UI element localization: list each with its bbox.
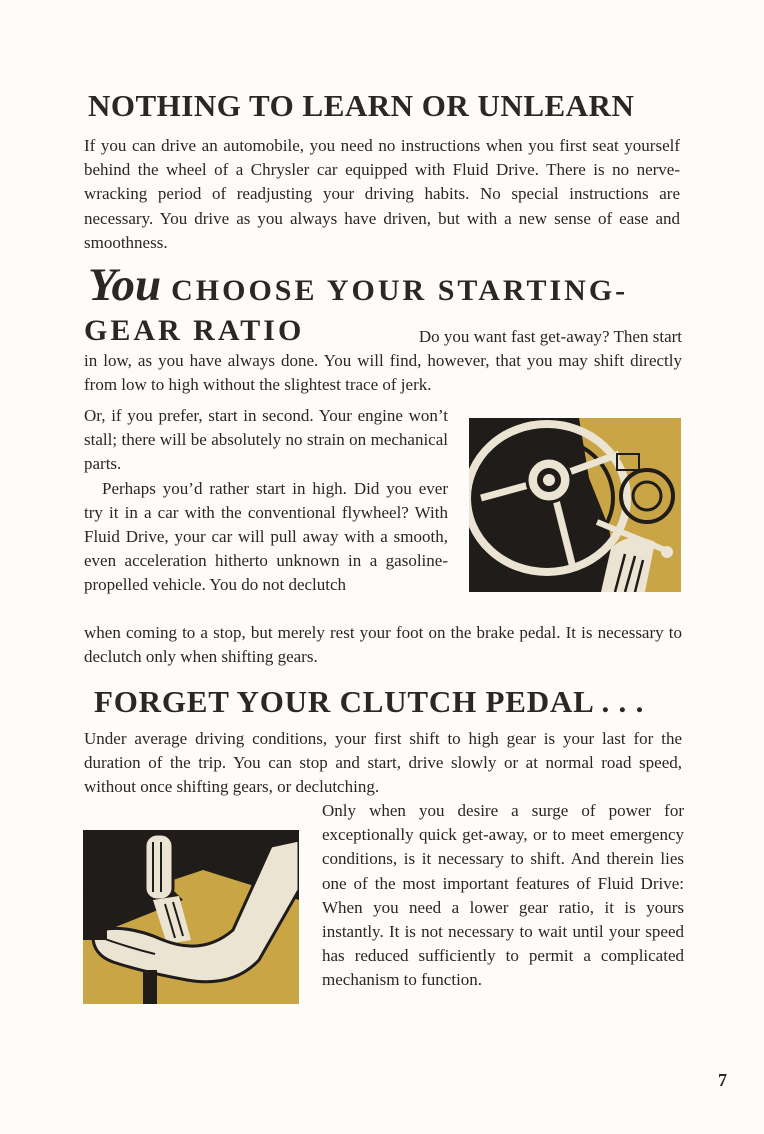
heading-choose-ratio-line2: GEAR RATIO xyxy=(84,314,305,347)
steering-wheel-illustration xyxy=(469,418,681,592)
paragraph-high-gear: Perhaps you’d rather start in high. Did you ever try it in a car with the conventional flywheel? With Fluid Drive, your car will pull away with a smooth, even acceleration hitherto unknown in a gasoline-propelled vehicle. You do not declutch xyxy=(84,478,448,595)
paragraph-ratio-lead: Do you want fast get-away? Then start xyxy=(418,327,682,346)
heading-you-word: You xyxy=(88,259,162,311)
heading-choose-text: CHOOSE YOUR STARTING- xyxy=(171,274,629,307)
paragraph-surge-of-power: Only when you desire a surge of power for exceptionally quick get-away, or to meet emergency conditions, is it necessary to shift. And therein lies one of the most important features of Fluid Drive: When you need a lower gear ratio, it is yours instantly. It is not necessary to wait until your speed has reduced sufficiently to permit a complicated mechanism to function. xyxy=(322,801,684,990)
heading-choose-ratio-line1 xyxy=(88,258,628,312)
foot-on-pedal-illustration xyxy=(83,830,299,1004)
paragraph-first-shift: Under average driving conditions, your first shift to high gear is your last for the duration of the trip. You can stop and start, drive slowly or at normal road speed, without once shifting gears, or declutching. xyxy=(84,729,682,797)
foot-pedal-graphic xyxy=(83,830,299,1004)
steering-wheel-graphic xyxy=(469,418,681,592)
paragraph-second-gear: Or, if you prefer, start in second. Your engine won’t stall; there will be absolutely no strain on mechanical parts. xyxy=(84,406,448,474)
page-number: 7 xyxy=(718,1070,727,1090)
paragraph-ratio-body: in low, as you have always done. You will find, however, that you may shift directly from low to high without the slightest trace of jerk. xyxy=(84,351,682,395)
heading-forget-clutch: FORGET YOUR CLUTCH PEDAL . . . xyxy=(94,684,645,719)
heading-nothing-to-learn: NOTHING TO LEARN OR UNLEARN xyxy=(88,88,635,123)
wrapped-column xyxy=(84,404,448,598)
paragraph-declutch: when coming to a stop, but merely rest your foot on the brake pedal. It is necessary to declutch only when shifting gears. xyxy=(84,623,682,667)
paragraph-nothing-to-learn: If you can drive an automobile, you need no instructions when you first seat yourself behind the wheel of a Chrysler car equipped with Fluid Drive. There is no nerve-wracking period of readjusting your driving habits. No special instructions are necessary. You drive as you always have driven, but with a new sense of ease and smoothness. xyxy=(84,136,680,252)
